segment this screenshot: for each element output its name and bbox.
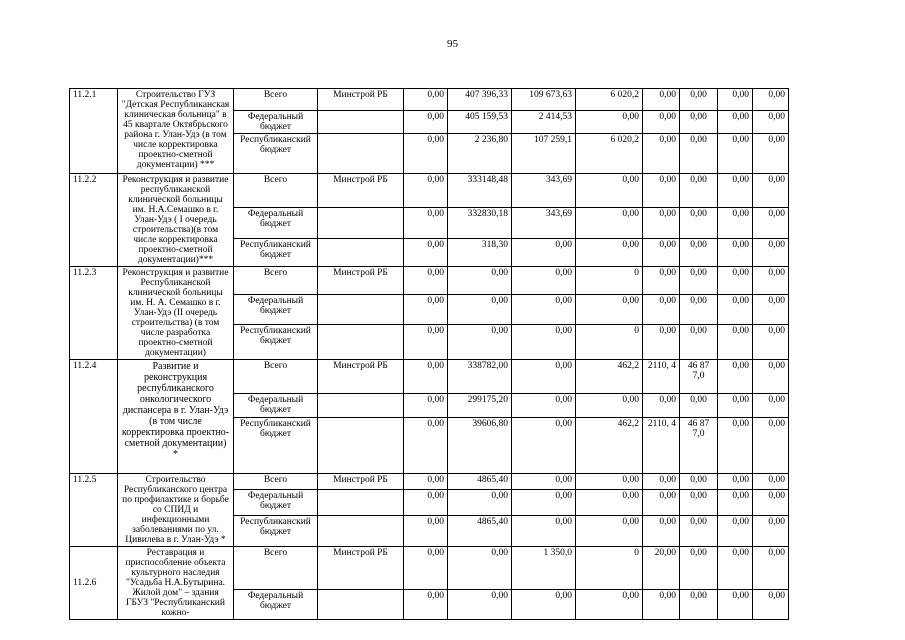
value-cell: 0,00 [680,208,718,239]
value-cell: 0,00 [753,174,789,208]
value-cell: 405 159,53 [448,111,512,134]
value-cell: 0,00 [448,590,512,620]
executor [318,111,404,134]
value-cell: 0,00 [512,394,576,418]
value-cell: 332830,18 [448,208,512,239]
table-row [70,174,789,208]
value-cell: 0,00 [718,239,753,267]
value-cell: 0,00 [753,134,789,174]
value-cell: 0,00 [576,111,643,134]
item-name: Реставрация и приспособление объекта культурного наследия "Усадьба Н.А.Бутырина. Жилой дом" – здания ГБУЗ "Республиканский кожно- [118,547,234,620]
value-cell: 0,00 [404,174,448,208]
value-cell: 0,00 [448,295,512,325]
value-cell: 0,00 [404,474,448,490]
funding-source: Федеральный бюджет [234,111,318,134]
value-cell: 407 396,33 [448,89,512,111]
value-cell: 0,00 [512,325,576,360]
value-cell: 0,00 [753,394,789,418]
value-cell: 2 236,80 [448,134,512,174]
item-name: Строительство ГУЗ "Детская Республиканская клиническая больница" в 45 квартале Октябрьского района г. Улан-Удэ (в том числе корректировка проектно-сметной документации) *** [118,89,234,174]
value-cell: 0,00 [404,134,448,174]
value-cell: 0,00 [404,208,448,239]
value-cell: 0,00 [643,111,680,134]
value-cell: 338782,00 [448,360,512,394]
value-cell: 343,69 [512,174,576,208]
value-cell: 0,00 [643,89,680,111]
value-cell: 2110, 4 [643,418,680,474]
value-cell: 0,00 [753,474,789,490]
value-cell: 0,00 [404,295,448,325]
item-code: 11.2.5 [70,474,118,547]
value-cell: 0,00 [512,489,576,515]
value-cell: 0,00 [718,89,753,111]
executor [318,239,404,267]
value-cell: 299175,20 [448,394,512,418]
value-cell: 0,00 [680,474,718,490]
value-cell: 0,00 [718,325,753,360]
value-cell: 0,00 [718,360,753,394]
value-cell: 0,00 [643,134,680,174]
value-cell: 0,00 [643,489,680,515]
executor: Минстрой РБ [318,474,404,490]
value-cell: 0,00 [643,267,680,295]
value-cell: 0,00 [680,516,718,547]
table-row [70,267,789,295]
item-code: 11.2.4 [70,360,118,474]
table-row [70,89,789,111]
value-cell: 333148,48 [448,174,512,208]
funding-source: Всего [234,360,318,394]
value-cell: 0,00 [643,590,680,620]
value-cell: 0,00 [753,325,789,360]
value-cell: 6 020,2 [576,134,643,174]
executor [318,134,404,174]
value-cell: 0,00 [404,516,448,547]
value-cell: 0,00 [576,208,643,239]
value-cell: 0,00 [753,239,789,267]
funding-source: Федеральный бюджет [234,590,318,620]
value-cell: 462,2 [576,418,643,474]
value-cell: 0,00 [643,394,680,418]
value-cell: 0,00 [680,89,718,111]
value-cell: 0,00 [404,239,448,267]
value-cell: 0,00 [680,394,718,418]
value-cell: 0,00 [643,174,680,208]
item-name: Строительство Республиканского центра по профилактике и борьбе со СПИД и инфекционными заболеваниями по ул. Цивилева в г. Улан-Удэ * [118,474,234,547]
value-cell: 0,00 [680,547,718,590]
value-cell: 0,00 [404,325,448,360]
value-cell: 0,00 [718,516,753,547]
value-cell: 0 [576,325,643,360]
value-cell: 0,00 [512,590,576,620]
value-cell: 20,00 [643,547,680,590]
value-cell: 107 259,1 [512,134,576,174]
funding-source: Федеральный бюджет [234,295,318,325]
value-cell: 343,69 [512,208,576,239]
value-cell: 0,00 [718,394,753,418]
value-cell: 0,00 [718,547,753,590]
funding-source: Республиканский бюджет [234,325,318,360]
value-cell: 0,00 [680,295,718,325]
value-cell: 4865,40 [448,474,512,490]
value-cell: 0,00 [753,89,789,111]
executor [318,516,404,547]
value-cell: 0,00 [753,111,789,134]
value-cell: 46 87 7,0 [680,418,718,474]
value-cell: 1 350,0 [512,547,576,590]
value-cell: 0,00 [753,516,789,547]
value-cell: 0,00 [404,89,448,111]
value-cell: 2 414,53 [512,111,576,134]
executor [318,489,404,515]
value-cell: 0,00 [753,547,789,590]
page-number: 95 [447,38,458,50]
value-cell: 0,00 [576,394,643,418]
value-cell: 6 020,2 [576,89,643,111]
budget-table [69,88,789,620]
value-cell: 0,00 [512,516,576,547]
value-cell: 0,00 [753,208,789,239]
value-cell: 0,00 [576,174,643,208]
value-cell: 0,00 [718,418,753,474]
value-cell: 0,00 [753,590,789,620]
value-cell: 0,00 [718,295,753,325]
value-cell: 0,00 [718,590,753,620]
value-cell: 0,00 [643,516,680,547]
value-cell: 0,00 [680,590,718,620]
value-cell: 0,00 [643,239,680,267]
value-cell: 0,00 [576,239,643,267]
executor [318,394,404,418]
funding-source: Республиканский бюджет [234,134,318,174]
value-cell: 0 [576,267,643,295]
item-code: 11.2.2 [70,174,118,267]
value-cell: 0,00 [643,474,680,490]
value-cell: 0,00 [680,134,718,174]
value-cell: 109 673,63 [512,89,576,111]
value-cell: 0,00 [448,489,512,515]
funding-source: Всего [234,547,318,590]
value-cell: 0,00 [576,590,643,620]
executor [318,208,404,239]
item-name: Развитие и реконструкция республиканского онкологического диспансера в г. Улан-Удэ (в том числе корректировка проектно-сметной документации) * [118,360,234,474]
value-cell: 0,00 [680,489,718,515]
value-cell: 0,00 [753,360,789,394]
value-cell: 0,00 [512,239,576,267]
value-cell: 0,00 [576,295,643,325]
value-cell: 0,00 [404,111,448,134]
value-cell: 0,00 [680,325,718,360]
funding-source: Республиканский бюджет [234,516,318,547]
value-cell: 0,00 [643,208,680,239]
value-cell: 0,00 [753,267,789,295]
value-cell: 0,00 [448,547,512,590]
value-cell: 0,00 [718,489,753,515]
value-cell: 0,00 [448,267,512,295]
value-cell: 0,00 [404,360,448,394]
item-name: Реконструкция и развитие республиканской клинической больницы им. Н.А.Семашко в г. Улан-Удэ ( I очередь строительства)(в том числе корректировка проектно-сметной документации)*** [118,174,234,267]
value-cell: 0,00 [680,239,718,267]
value-cell: 0,00 [404,489,448,515]
value-cell: 0,00 [753,295,789,325]
value-cell: 0,00 [680,111,718,134]
executor [318,590,404,620]
value-cell: 0,00 [643,325,680,360]
value-cell: 318,30 [448,239,512,267]
item-code: 11.2.3 [70,267,118,360]
value-cell: 0,00 [576,516,643,547]
value-cell: 0,00 [718,208,753,239]
executor: Минстрой РБ [318,360,404,394]
funding-source: Федеральный бюджет [234,394,318,418]
value-cell: 0,00 [512,418,576,474]
funding-source: Республиканский бюджет [234,418,318,474]
executor: Минстрой РБ [318,267,404,295]
executor [318,325,404,360]
value-cell: 39606,80 [448,418,512,474]
value-cell: 0,00 [718,134,753,174]
value-cell: 0,00 [448,325,512,360]
value-cell: 0,00 [404,590,448,620]
table-row [70,547,789,590]
value-cell: 462,2 [576,360,643,394]
value-cell: 0,00 [718,474,753,490]
value-cell: 0,00 [512,295,576,325]
value-cell: 46 87 7,0 [680,360,718,394]
item-code: 11.2.1 [70,89,118,174]
value-cell: 0,00 [753,489,789,515]
funding-source: Всего [234,267,318,295]
value-cell: 0,00 [512,474,576,490]
value-cell: 0,00 [718,111,753,134]
value-cell: 0,00 [404,267,448,295]
executor: Минстрой РБ [318,547,404,590]
funding-source: Всего [234,174,318,208]
value-cell: 0,00 [404,547,448,590]
item-code: 11.2.6 [70,547,118,620]
funding-source: Всего [234,474,318,490]
value-cell: 0,00 [576,489,643,515]
value-cell: 0,00 [404,418,448,474]
item-name: Реконструкция и развитие Республиканской клинической больницы им. Н. А. Семашко в г. Улан-Удэ (II очередь строительства) (в том числе разработка проектно-сметной документации) [118,267,234,360]
funding-source: Федеральный бюджет [234,208,318,239]
value-cell: 0,00 [643,295,680,325]
value-cell: 0,00 [753,418,789,474]
table-row [70,360,789,394]
value-cell: 0,00 [718,267,753,295]
executor: Минстрой РБ [318,89,404,111]
executor: Минстрой РБ [318,174,404,208]
value-cell: 0,00 [512,267,576,295]
value-cell: 0,00 [680,267,718,295]
value-cell: 0 [576,547,643,590]
value-cell: 0,00 [404,394,448,418]
value-cell: 0,00 [718,174,753,208]
executor [318,418,404,474]
table-row [70,474,789,490]
funding-source: Республиканский бюджет [234,239,318,267]
value-cell: 4865,40 [448,516,512,547]
value-cell: 0,00 [512,360,576,394]
value-cell: 0,00 [576,474,643,490]
value-cell: 2110, 4 [643,360,680,394]
funding-source: Федеральный бюджет [234,489,318,515]
value-cell: 0,00 [680,174,718,208]
executor [318,295,404,325]
funding-source: Всего [234,89,318,111]
